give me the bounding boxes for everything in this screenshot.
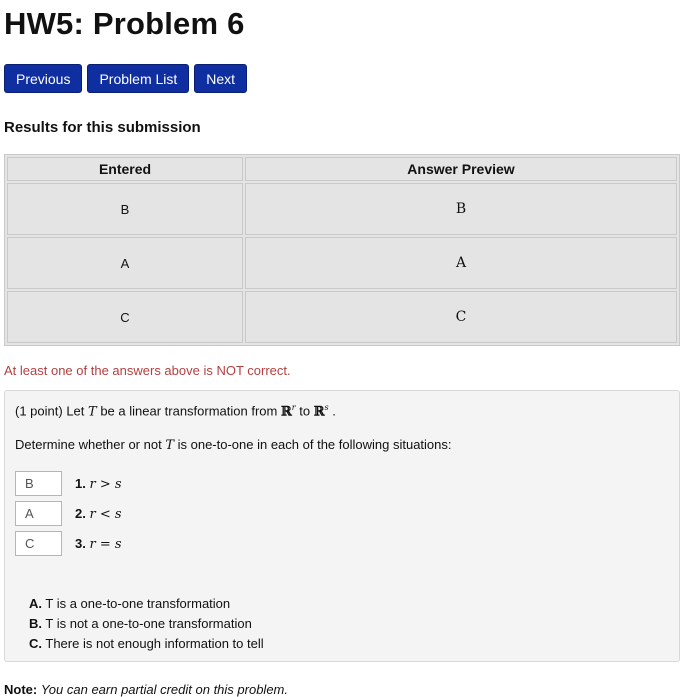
part-label xyxy=(75,536,122,552)
problem-intro xyxy=(15,403,336,419)
math-space-s: ℝ xyxy=(313,404,325,420)
part-number: 2. xyxy=(75,505,86,521)
answer-preview-cell: C xyxy=(245,291,677,343)
note-label: Note: xyxy=(4,682,38,697)
entered-cell: B xyxy=(7,183,243,235)
list-item xyxy=(29,614,264,634)
table-row xyxy=(7,237,677,289)
answer-input-3[interactable] xyxy=(15,531,62,556)
math-exponent-s: s xyxy=(324,403,329,412)
answer-input-2[interactable] xyxy=(15,501,62,526)
intro-text: to xyxy=(299,403,311,419)
answer-row xyxy=(15,471,122,496)
math-var-t: T xyxy=(88,404,97,420)
answer-row xyxy=(15,501,122,526)
problem-list-button[interactable]: Problem List xyxy=(87,64,189,93)
part-condition: r > s xyxy=(89,476,122,492)
question-text: Determine whether or not xyxy=(15,437,162,452)
problem-body xyxy=(4,390,680,662)
part-number: 1. xyxy=(75,475,86,491)
answer-row xyxy=(15,531,122,556)
choice-letter: A. xyxy=(29,596,42,611)
math-var-t: T xyxy=(165,438,174,453)
part-label xyxy=(75,476,122,492)
results-table xyxy=(4,154,680,346)
results-header-row xyxy=(7,157,677,181)
entered-cell: A xyxy=(7,237,243,289)
problem-question xyxy=(15,437,452,453)
answer-choices xyxy=(29,594,264,654)
choice-text: T is a one-to-one transformation xyxy=(45,596,231,611)
math-exponent-r: r xyxy=(291,403,296,412)
intro-text: be a linear transformation from xyxy=(100,403,278,419)
table-row xyxy=(7,291,677,343)
next-button[interactable]: Next xyxy=(194,64,247,93)
column-header-answer-preview: Answer Preview xyxy=(245,157,677,181)
answer-input-1[interactable] xyxy=(15,471,62,496)
list-item xyxy=(29,594,264,614)
part-label xyxy=(75,506,122,522)
choice-letter: C. xyxy=(29,636,42,651)
partial-credit-note xyxy=(4,682,288,697)
previous-button[interactable]: Previous xyxy=(4,64,82,93)
intro-text: Let xyxy=(66,403,85,419)
entered-cell: C xyxy=(7,291,243,343)
points-label: (1 point) xyxy=(15,403,63,419)
results-heading: Results for this submission xyxy=(4,119,201,136)
part-condition: r < s xyxy=(89,506,122,522)
note-text: You can earn partial credit on this problem. xyxy=(40,682,288,697)
choice-text: There is not enough information to tell xyxy=(45,636,264,651)
part-number: 3. xyxy=(75,535,86,551)
answer-preview-cell: B xyxy=(245,183,677,235)
column-header-entered: Entered xyxy=(7,157,243,181)
math-space-r: ℝ xyxy=(280,404,292,420)
page-title: HW5: Problem 6 xyxy=(4,6,245,41)
problem-navigation xyxy=(4,64,247,93)
list-item xyxy=(29,634,264,654)
answer-preview-cell: A xyxy=(245,237,677,289)
choice-text: T is not a one-to-one transformation xyxy=(45,616,252,631)
part-condition: r = s xyxy=(89,536,122,552)
intro-text: . xyxy=(332,403,336,419)
question-text: is one-to-one in each of the following situations: xyxy=(177,437,452,452)
table-row xyxy=(7,183,677,235)
status-message: At least one of the answers above is NOT correct. xyxy=(4,363,291,378)
choice-letter: B. xyxy=(29,616,42,631)
